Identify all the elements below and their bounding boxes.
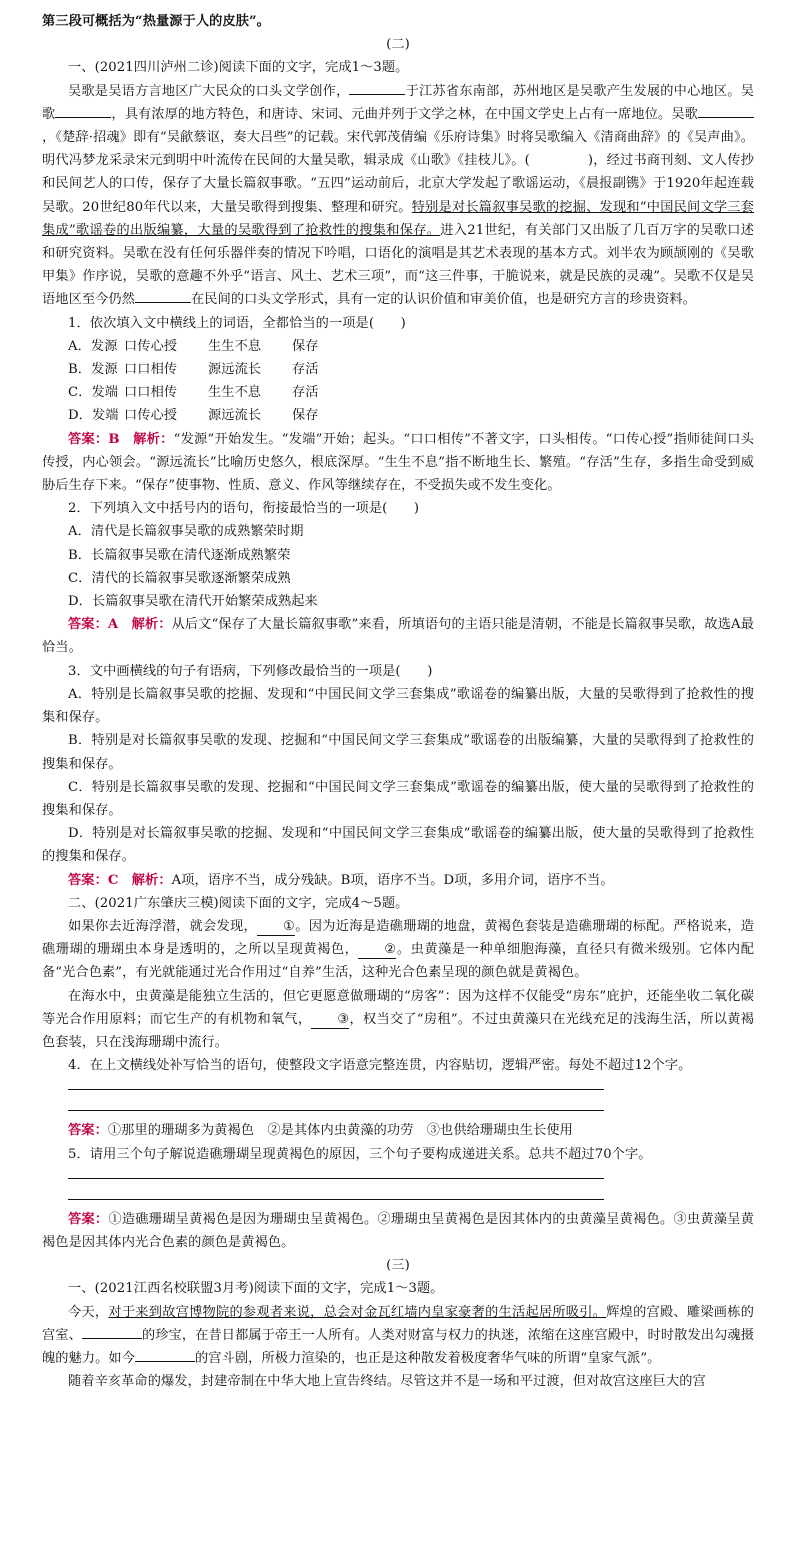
q1-option-b: B．发源 口口相传 源远流长 存活	[68, 362, 319, 378]
q3-option-a: A．特别是长篇叙事吴歌的挖掘、发现和“中国民间文学三套集成”歌谣卷的编纂出版，大量的吴歌得到了抢救性的搜集和保存。	[42, 686, 754, 726]
q1-answer: 答案：B 解析：“发源”开始发生。“发端”开始；起头。“口口相传”不著文字，口头相传。“口传心授”指师徒间口头传授，内心领会。“源远流长”比喻历史悠久，根底深厚。“生生不息”指不断地生长、繁殖。“存活”生存，多指生命受到威胁后生存下来。“保存”使事物、性质、意义、作风等继续存在，不受损失或不发生变化。	[42, 431, 754, 494]
answer-line	[68, 1166, 604, 1179]
q2-option-a: A．清代是长篇叙事吴歌的成熟繁荣时期	[68, 524, 304, 540]
q3-option-d: D．特别是对长篇叙事吴歌的挖掘、发现和“中国民间文学三套集成”歌谣卷的编纂出版，使大量的吴歌得到了抢救性的搜集和保存。	[42, 826, 754, 865]
blank-marker-1: ①	[257, 919, 295, 936]
underlined-sentence: 特别是对长篇叙事吴歌的挖掘、发现和“中国民间文学三套集成”歌谣卷的出版编纂，大量的吴歌得到了抢救性的搜集和保存。	[42, 199, 754, 238]
question-3-stem: 3．文中画横线的句子有语病，下列修改最恰当的一项是( )	[68, 663, 433, 679]
answer-line	[68, 1098, 604, 1111]
q2-option-d: D．长篇叙事吴歌在清代开始繁荣成熟起来	[68, 594, 318, 610]
q1-option-a: A．发源 口传心授 生生不息 保存	[68, 338, 319, 354]
passage-palace-2: 随着辛亥革命的爆发，封建帝制在中华大地上宣告终结。尽管这并不是一场和平过渡，但对故宫这座巨大的宫	[68, 1374, 706, 1390]
part1-intro: 一、(2021四川泸州二诊)阅读下面的文字，完成1～3题。	[68, 60, 409, 76]
question-1-stem: 1．依次填入文中横线上的词语，全都恰当的一项是( )	[68, 315, 406, 331]
blank-2	[55, 103, 111, 118]
passage-palace-1: 今天，对于来到故宫博物院的参观者来说，总会对金瓦红墙内皇家豪奢的生活起居所吸引。辉煌的宫殿、雕梁画栋的宫室、 的珍宝，在昔日都属于帝王一人所有。人类对财富与权力的执迷，浓缩在这座宫殿中，时时散发出勾魂摄魄的魅力。如今 的宫斗剧，所极力渲染的，也正是这种散发着极度奢华气味的所谓“皇家气派”。	[42, 1304, 754, 1366]
q2-option-c: C．清代的长篇叙事吴歌逐渐繁荣成熟	[68, 570, 291, 586]
blank-marker-3: ③	[311, 1012, 349, 1029]
section-heading-3: (三)	[386, 1258, 410, 1274]
question-5-stem: 5．请用三个句子解说造礁珊瑚呈现黄褐色的原因，三个句子要构成递进关系。总共不超过70个字。	[68, 1146, 652, 1162]
passage-coral-2: 在海水中，虫黄藻是能独立生活的，但它更愿意做珊瑚的“房客”：因为这样不仅能受“房东”庇护，还能坐收二氧化碳等光合作用原料；而它生产的有机物和氧气， ③，权当交了“房租”。不过虫黄藻只在光线充足的浅海生活，所以黄褐色套装，只在浅海珊瑚中流行。	[42, 988, 754, 1050]
underlined-sentence: 对于来到故宫博物院的参观者来说，总会对金瓦红墙内皇家豪奢的生活起居所吸引。	[108, 1304, 607, 1320]
q1-option-d: D．发端 口传心授 源远流长 保存	[68, 408, 319, 424]
blank-4	[135, 288, 191, 303]
section3-intro: 一、(2021江西名校联盟3月考)阅读下面的文字，完成1～3题。	[68, 1281, 444, 1297]
passage-wuge: 吴歌是吴语方言地区广大民众的口头文学创作， 于江苏省东南部，苏州地区是吴歌产生发展的中心地区。吴歌 ，具有浓厚的地方特色，和唐诗、宋词、元曲并列于文学之林，在中国文学史上占有一席地位。吴歌，《楚辞·招魂》即有“吴歈蔡讴，奏大吕些”的记载。宋代郭茂倩编《乐府诗集》时将吴歌编入《清商曲辞》的《吴声曲》。明代冯梦龙采录宋元到明中叶流传在民间的大量吴歌，辑录成《山歌》《挂枝儿》。( )，经过书商刊刻、文人传抄和民间艺人的口传，保存了大量长篇叙事歌。“五四”运动前后，北京大学发起了歌谣运动，《晨报副镌》于1920年起连载吴歌。20世纪80年代以来，大量吴歌得到搜集、整理和研究。特别是对长篇叙事吴歌的挖掘、发现和“中国民间文学三套集成”歌谣卷的出版编纂，大量的吴歌得到了抢救性的搜集和保存。进入21世纪，有关部门又出版了几百万字的吴歌口述和研究资料。吴歌在没有任何乐器伴奏的情况下吟唱，口语化的演唱是其艺术表现的基本方式。刘半农为顾颉刚的《吴歌甲集》作序说，吴歌的意趣不外乎“语言、风土、艺术三项”，而“这三件事，干脆说来，就是民族的灵魂”。吴歌不仅是吴语地区至今仍然 在民间的口头文学形式，具有一定的认识价值和审美价值，也是研究方言的珍贵资料。	[42, 80, 754, 312]
answer-line	[68, 1187, 604, 1200]
part2-intro: 二、(2021广东肇庆三模)阅读下面的文字，完成4～5题。	[68, 895, 409, 911]
q2-answer: 答案：A 解析：从后文“保存了大量长篇叙事歌”来看，所填语句的主语只能是清朝，不能是长篇叙事吴歌，故选A最恰当。	[42, 617, 754, 656]
blank-3	[698, 103, 754, 118]
q3-option-c: C．特别是长篇叙事吴歌的发现、挖掘和“中国民间文学三套集成”歌谣卷的编纂出版，使大量的吴歌得到了抢救性的搜集和保存。	[42, 779, 754, 818]
q3-answer: 答案：C 解析：A项，语序不当，成分残缺。B项，语序不当。D项，多用介词，语序不当。	[68, 872, 614, 888]
q3-option-b: B．特别是对长篇叙事吴歌的发现、挖掘和“中国民间文学三套集成”歌谣卷的出版编纂，大量的吴歌得到了抢救性的搜集和保存。	[42, 733, 754, 772]
section-heading-2: (二)	[386, 37, 410, 53]
prev-conclusion: 第三段可概括为“热量源于人的皮肤”。	[42, 14, 270, 29]
passage-coral-1: 如果你去近海浮潜，就会发现， ①。因为近海是造礁珊瑚的地盘，黄褐色套装是造礁珊瑚的标配。严格说来，造礁珊瑚的珊瑚虫本身是透明的，之所以呈现黄褐色， ②。虫黄藻是一种单细胞海藻，直径只有微米级别。它体内配备“光合色素”，有光就能通过光合作用过“自养”生活，这种光合色素呈现的颜色就是黄褐色。	[42, 918, 754, 981]
q1-option-c: C．发端 口口相传 生生不息 存活	[68, 385, 319, 401]
blank	[82, 1324, 142, 1339]
blank	[135, 1347, 195, 1362]
blank-1	[349, 80, 405, 95]
q4-answer: 答案：①那里的珊瑚多为黄褐色 ②是其体内虫黄藻的功劳 ③也供给珊瑚虫生长使用	[68, 1123, 573, 1139]
question-4-stem: 4．在上文横线处补写恰当的语句，使整段文字语意完整连贯，内容贴切，逻辑严密。每处不超过12个字。	[68, 1058, 692, 1074]
answer-line	[68, 1077, 604, 1090]
document-page	[42, 10, 754, 1393]
q5-answer: 答案：①造礁珊瑚呈黄褐色是因为珊瑚虫呈黄褐色。②珊瑚虫呈黄褐色是因其体内的虫黄藻呈黄褐色。③虫黄藻呈黄褐色是因其体内光合色素的颜色是黄褐色。	[42, 1211, 754, 1250]
question-2-stem: 2．下列填入文中括号内的语句，衔接最恰当的一项是( )	[68, 501, 420, 517]
blank-marker-2: ②	[358, 942, 396, 959]
q2-option-b: B．长篇叙事吴歌在清代逐渐成熟繁荣	[68, 547, 291, 563]
